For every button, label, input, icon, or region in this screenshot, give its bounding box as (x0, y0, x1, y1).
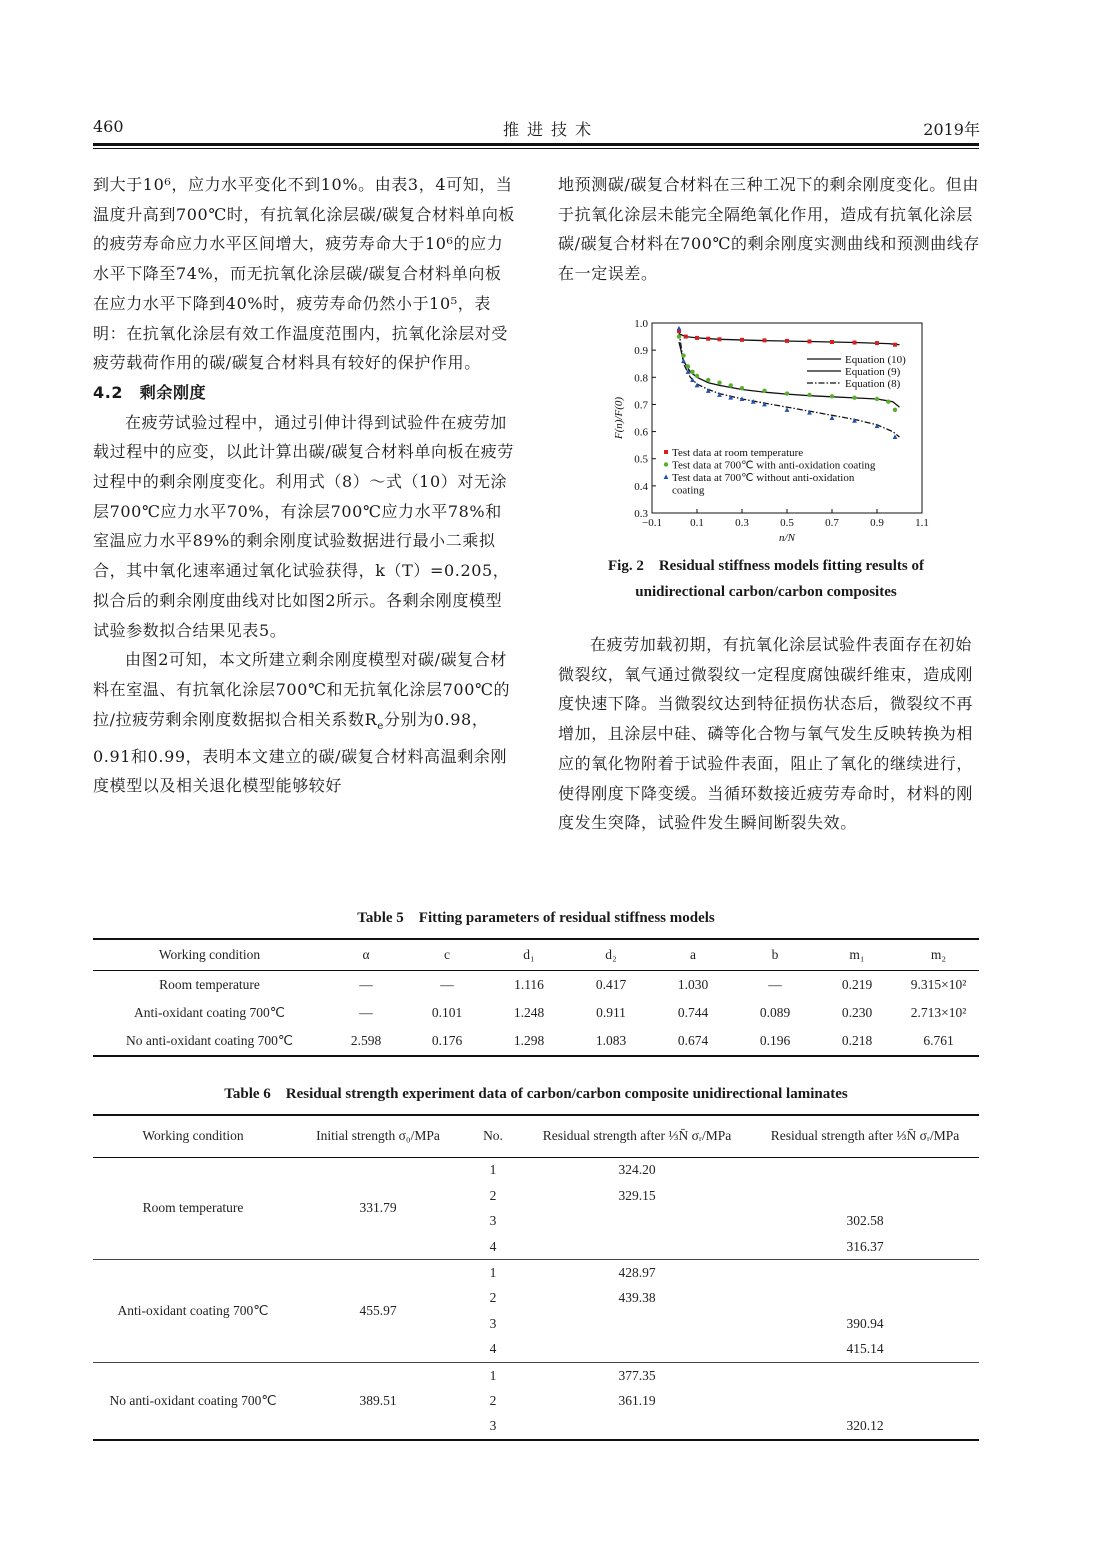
data-point-coated (690, 370, 694, 374)
y-tick-label: 0.9 (634, 345, 648, 358)
data-point-coated (807, 393, 811, 397)
table-cell: Anti-oxidant coating 700℃ (134, 1004, 285, 1020)
initial-strength-cell: 389.51 (359, 1392, 397, 1408)
initial-strength-cell: 455.97 (293, 1260, 463, 1363)
data-point-room-temp (740, 338, 744, 342)
figure-caption-line: Fig. 2 Residual stiffness models fitting results of (608, 558, 924, 574)
table-row (93, 1260, 979, 1286)
left-column (93, 170, 517, 801)
table-cell: — (440, 976, 454, 992)
paragraph (93, 645, 517, 801)
table-header-cell: m₂ (930, 946, 947, 962)
data-point-room-temp (893, 343, 897, 347)
y-tick-label: 0.4 (634, 480, 648, 493)
table-header-cell: α (362, 946, 370, 962)
table-header-cell: a (690, 946, 696, 962)
table-row (93, 970, 979, 999)
table-cell (523, 1414, 751, 1440)
journal-name: 推进技术 (502, 120, 599, 139)
data-point-coated (762, 389, 766, 393)
table-row (93, 1027, 979, 1056)
table-header-cell: b (771, 946, 779, 962)
x-tick-label: 1.1 (915, 517, 929, 529)
data-point-room-temp (763, 338, 767, 342)
table-cell: Room temperature (159, 976, 260, 992)
working-condition-cell: Room temperature (93, 1157, 293, 1260)
data-point-coated (681, 353, 685, 357)
table-row (93, 999, 979, 1028)
legend-point-label: coating (672, 484, 705, 497)
table-header-cell: d₁ (523, 946, 535, 962)
working-condition-cell: No anti-oxidant coating 700℃ (109, 1392, 277, 1408)
table-cell (751, 1157, 979, 1183)
data-point-room-temp (830, 340, 834, 344)
table-cell: 377.35 (618, 1367, 656, 1383)
table-header-cell: d₂ (605, 946, 617, 962)
paragraph: 到大于10⁶，应力水平变化不到10%。由表3，4可知，当温度升高到700℃时，有抗氧化涂层碳/碳复合材料单向板的疲劳寿命应力水平区间增大，疲劳寿命大于10⁶的应力水平下降至74%，而无抗氧化涂层碳/碳复合材料单向板在应力水平下降到40%时，疲劳寿命仍然小于10⁵，表明：在抗氧化涂层有效工作温度范围内，抗氧化涂层对受疲劳载荷作用的碳/碳复合材料具有较好的保护作用。 (93, 175, 516, 373)
table-header-row (93, 939, 979, 970)
header-rule-thin (93, 148, 979, 149)
y-tick-label: 0.7 (634, 399, 648, 412)
y-tick-label: 0.5 (634, 453, 648, 466)
table-header-cell: Initial strength σ₀/MPa (316, 1128, 440, 1144)
table-cell: 1.116 (514, 976, 544, 992)
journal-year: 2019年 (923, 120, 980, 139)
legend-point-label: Test data at 700℃ without anti-oxidation (672, 472, 855, 484)
data-point-room-temp (875, 341, 879, 345)
table-cell: 302.58 (846, 1213, 884, 1229)
table-cell: 390.94 (846, 1315, 884, 1331)
data-point-room-temp (706, 337, 710, 341)
table-cell: 316.37 (751, 1234, 979, 1260)
header-rule-thick (93, 143, 979, 146)
right-column-bottom (558, 630, 982, 838)
data-point-coated (852, 395, 856, 399)
table6-title: Table 6 Residual strength experiment data of carbon/carbon composite unidirectional laminates (224, 1086, 848, 1102)
table-cell (751, 1260, 979, 1286)
legend-line-label: Equation (9) (845, 366, 901, 378)
data-point-coated (706, 378, 710, 382)
table5-title: Table 5 Fitting parameters of residual stiffness models (357, 910, 715, 926)
table-row (93, 1157, 979, 1183)
table-cell: 4 (463, 1234, 523, 1260)
table-cell: 0.417 (595, 976, 627, 992)
table-cell: 1.298 (513, 1032, 545, 1048)
initial-strength-cell: 331.79 (293, 1157, 463, 1260)
table-cell: 3 (489, 1315, 497, 1331)
legend-point-swatch (664, 474, 669, 479)
data-point-coated (686, 364, 690, 368)
data-point-room-temp (684, 335, 688, 339)
data-point-coated (830, 394, 834, 398)
right-column-top (558, 170, 982, 289)
table-cell: 2 (489, 1393, 497, 1409)
data-point-coated (875, 397, 879, 401)
data-point-coated (893, 408, 897, 412)
table-cell: 415.14 (751, 1337, 979, 1363)
table-cell: 6.761 (923, 1032, 954, 1048)
table-cell: 0.089 (759, 1004, 791, 1020)
table-cell: 2.713×10² (910, 1004, 967, 1020)
table-header-row (93, 1115, 979, 1157)
figure-caption (560, 553, 972, 605)
table-cell: 1.030 (677, 976, 709, 992)
table-cell: 2 (489, 1187, 497, 1203)
table-cell: 1.248 (513, 1004, 545, 1020)
x-tick-label: 0.7 (825, 517, 839, 529)
legend-point-swatch (664, 462, 668, 466)
table-cell: 0.744 (677, 1004, 709, 1020)
section-heading: 4.2 剩余刚度 (93, 382, 207, 402)
legend-line-label: Equation (10) (845, 354, 906, 366)
working-condition-cell: Anti-oxidant coating 700℃ (93, 1260, 293, 1363)
stiffness-chart (600, 315, 940, 555)
y-tick-label: 0.8 (634, 372, 648, 385)
table-cell: 324.20 (618, 1162, 656, 1178)
page-number: 460 (93, 117, 124, 136)
y-axis-label: F(n)/F(0) (613, 396, 625, 440)
data-point-coated (740, 386, 744, 390)
table-cell: 0.230 (841, 1004, 873, 1020)
fit-curve-0 (679, 334, 900, 345)
x-axis-label: n/N (779, 532, 795, 544)
table-cell: 320.12 (846, 1418, 884, 1434)
table-cell (751, 1363, 979, 1389)
table-cell: 1 (489, 1162, 497, 1178)
paragraph-text: 分别为0.98，0.91和0.99，表明本文建立的碳/碳复合材料高温剩余刚度模型以及相关退化模型能够较好 (93, 709, 508, 796)
table-cell: 1.083 (595, 1032, 627, 1048)
table-header-cell: Working condition (142, 1128, 244, 1144)
data-point-uncoated (762, 402, 767, 407)
table-cell: 9.315×10² (910, 976, 967, 992)
data-point-coated (785, 391, 789, 395)
paragraph: 地预测碳/碳复合材料在三种工况下的剩余刚度变化。但由于抗氧化涂层未能完全隔绝氧化作用，造成有抗氧化涂层碳/碳复合材料在700℃的剩余刚度实测曲线和预测曲线存在一定误差。 (558, 175, 981, 284)
data-point-coated (886, 400, 890, 404)
table-cell: 3 (489, 1418, 497, 1434)
y-tick-label: 0.3 (634, 508, 648, 520)
table-cell (523, 1311, 751, 1337)
table-header-cell: Residual strength after ⅓N̄ σᵣ/MPa (770, 1128, 960, 1144)
data-point-uncoated (807, 410, 812, 415)
table-cell: 0.176 (431, 1032, 463, 1048)
table-header-cell: Working condition (158, 946, 261, 962)
table-cell (751, 1388, 979, 1414)
figure-caption-line: unidirectional carbon/carbon composites (635, 584, 897, 600)
legend-point-swatch (664, 450, 668, 454)
legend-line-label: Equation (8) (845, 378, 901, 390)
table-cell (751, 1285, 979, 1311)
data-point-room-temp (808, 339, 812, 343)
data-point-room-temp (695, 336, 699, 340)
x-tick-label: 0.1 (690, 517, 704, 529)
y-tick-label: 0.6 (634, 426, 648, 439)
data-point-uncoated (677, 326, 682, 331)
table-cell: 4 (463, 1337, 523, 1363)
subscript: e (377, 719, 384, 732)
table-header-cell: Residual strength after ⅓N̄ σᵣ/MPa (542, 1128, 732, 1144)
table-cell: 428.97 (618, 1264, 656, 1280)
table-row (93, 1363, 979, 1389)
table-cell: 361.19 (618, 1393, 656, 1409)
x-tick-label: 0.9 (870, 517, 884, 529)
table-header-cell: No. (483, 1128, 503, 1144)
table-cell: 329.15 (618, 1187, 656, 1203)
table-cell: — (359, 976, 373, 992)
table5 (93, 938, 979, 1057)
data-point-coated (677, 334, 681, 338)
table-header-cell: m₁ (849, 946, 865, 962)
data-point-coated (695, 374, 699, 378)
table-cell: 0.911 (596, 1004, 626, 1020)
table-cell (751, 1183, 979, 1209)
table-cell (523, 1208, 751, 1234)
table-cell: 3 (489, 1213, 497, 1229)
table-cell: — (768, 976, 782, 992)
table-cell: 2.598 (350, 1032, 382, 1048)
paragraph: 在疲劳加载初期，有抗氧化涂层试验件表面存在初始微裂纹，氧气通过微裂纹一定程度腐蚀碳纤维束，造成刚度快速下降。当微裂纹达到特征损伤状态后，微裂纹不再增加，且涂层中硅、磷等化合物与氧气发生反映转换为相应的氧化物附着于试验件表面，阻止了氧化的继续进行，使得刚度下降变缓。当循环数接近疲劳寿命时，材料的刚度发生突降，试验件发生瞬间断裂失效。 (558, 635, 974, 833)
table-cell: 0.674 (677, 1032, 709, 1048)
data-point-coated (717, 381, 721, 385)
table6 (93, 1114, 979, 1441)
table-cell: 1 (489, 1367, 497, 1383)
table-cell: 439.38 (618, 1290, 656, 1306)
data-point-uncoated (681, 358, 686, 363)
data-point-coated (729, 383, 733, 387)
legend-point-label: Test data at room temperature (672, 447, 804, 459)
table-cell: 0.196 (759, 1032, 791, 1048)
data-point-room-temp (853, 341, 857, 345)
table-cell: No anti-oxidant coating 700℃ (125, 1032, 293, 1048)
paragraph: 在疲劳试验过程中，通过引伸计得到试验件在疲劳加载过程中的应变，以此计算出碳/碳复合材料单向板在疲劳过程中的剩余刚度变化。利用式（8）～式（10）对无涂层700℃应力水平70%，有涂层700℃应力水平78%和室温应力水平89%的剩余刚度试验数据进行最小二乘拟合，其中氧化速率通过氧化试验获得，k（T）=0.205，拟合后的剩余刚度曲线对比如图2所示。各剩余刚度模型试验参数拟合结果见表5。 (93, 412, 514, 640)
table-cell: — (359, 1004, 373, 1020)
x-tick-label: 0.5 (780, 517, 794, 529)
table-cell (523, 1234, 751, 1260)
table-cell: 2 (489, 1290, 497, 1306)
x-tick-label: 0.3 (735, 517, 749, 529)
table-cell: 1 (489, 1264, 497, 1280)
table-cell: 0.218 (841, 1032, 873, 1048)
y-tick-label: 1.0 (634, 318, 648, 330)
legend-point-label: Test data at 700℃ with anti-oxidation coating (672, 459, 876, 472)
x-tick-label: −0.1 (642, 517, 662, 529)
paragraph-text: 由图2可知，本文所建立剩余刚度模型对碳/碳复合材料在室温、有抗氧化涂层700℃和无抗氧化涂层700℃的拉/拉疲劳剩余刚度数据拟合相关系数R (93, 650, 511, 729)
data-point-room-temp (785, 339, 789, 343)
table-cell: 0.101 (431, 1004, 463, 1020)
table-header-cell: c (444, 946, 450, 962)
data-point-room-temp (718, 337, 722, 341)
table-cell (523, 1337, 751, 1363)
table-cell: 0.219 (841, 976, 873, 992)
